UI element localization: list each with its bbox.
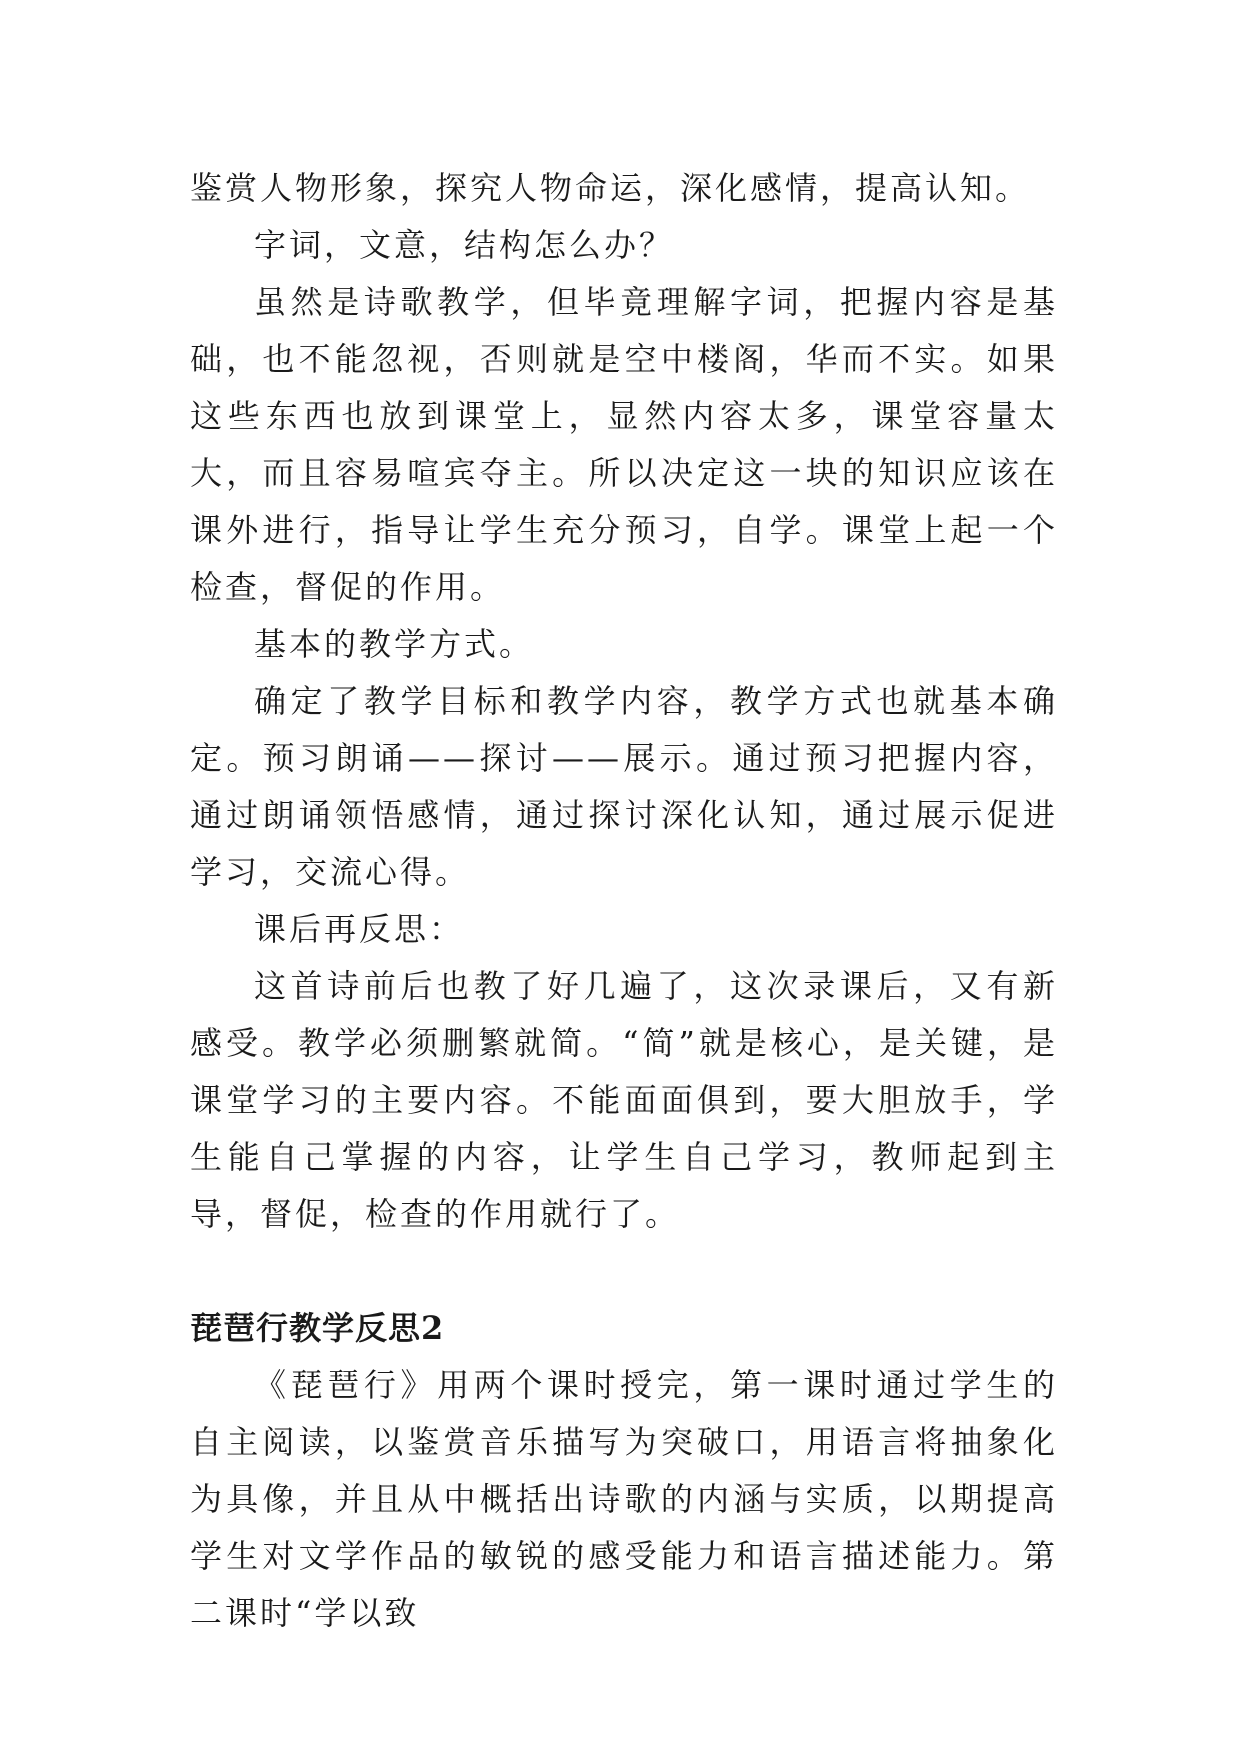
paragraph-1: 鉴赏人物形象，探究人物命运，深化感情，提高认知。 <box>190 169 1031 207</box>
paragraph-7: 这首诗前后也教了好几遍了，这次录课后，又有新感受。教学必须删繁就简。“简”就是核心，是关键，是课堂学习的主要内容。不能面面俱到，要大胆放手，学生能自己掌握的内容，让学生自己学习，教师起到主导，督促，检查的作用就行了。 <box>190 967 1058 1233</box>
paragraph-4: 基本的教学方式。 <box>254 625 535 663</box>
paragraph-6: 课后再反思： <box>254 910 465 948</box>
section-paragraph-1: 《琵琶行》用两个课时授完，第一课时通过学生的自主阅读，以鉴赏音乐描写为突破口，用语言将抽象化为具像，并且从中概括出诗歌的内涵与实质，以期提高学生对文学作品的敏锐的感受能力和语言描述能力。第二课时“学以致 <box>190 1366 1058 1632</box>
paragraph-2: 字词，文意，结构怎么办？ <box>254 226 675 264</box>
section-gap <box>190 1243 1058 1300</box>
paragraph-3: 虽然是诗歌教学，但毕竟理解字词，把握内容是基础，也不能忽视，否则就是空中楼阁，华而不实。如果这些东西也放到课堂上，显然内容太多，课堂容量太大，而且容易喧宾夺主。所以决定这一块的知识应该在课外进行，指导让学生充分预习，自学。课堂上起一个检查，督促的作用。 <box>190 283 1058 606</box>
section-title: 琵琶行教学反思2 <box>190 1309 445 1347</box>
paragraph-5: 确定了教学目标和教学内容，教学方式也就基本确定。预习朗诵——探讨——展示。通过预习把握内容，通过朗诵领悟感情，通过探讨深化认知，通过展示促进学习，交流心得。 <box>190 682 1058 891</box>
document-body <box>190 160 1058 1642</box>
